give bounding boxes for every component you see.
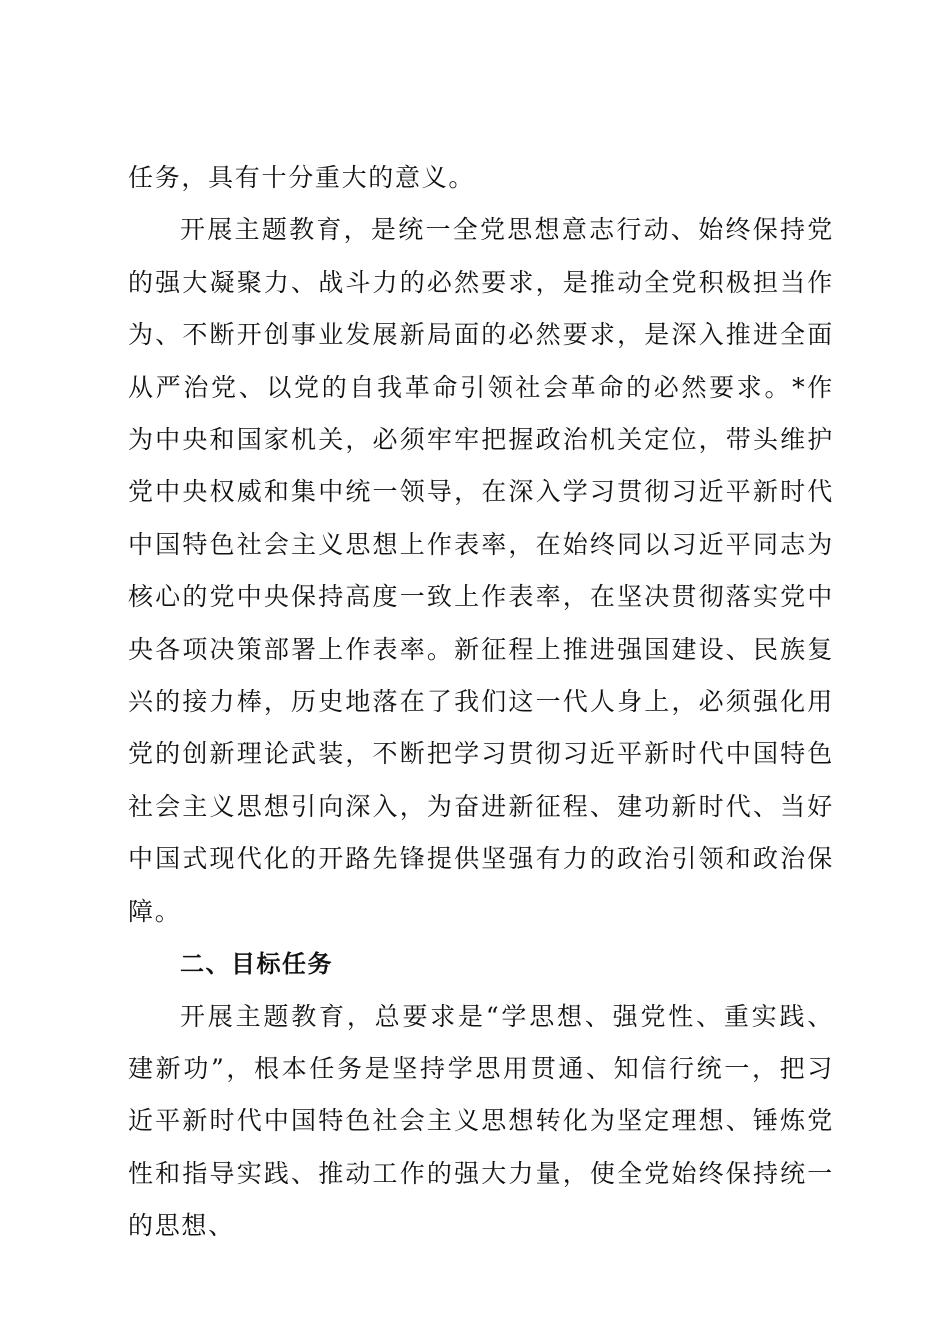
document-body [128,152,834,1253]
paragraph-continuation: 任务，具有十分重大的意义。 [128,163,476,192]
paragraph-significance: 开展主题教育，是统一全党思想意志行动、始终保持党的强大凝聚力、战斗力的必然要求，是推动全党积极担当作为、不断开创事业发展新局面的必然要求，是深入推进全面从严治党、以党的自我革命引领社会革命的必然要求。*作为中央和国家机关，必须牢牢把握政治机关定位，带头维护党中央权威和集中统一领导，在深入学习贯彻习近平新时代中国特色社会主义思想上作表率，在始终同以习近平同志为核心的党中央保持高度一致上作表率，在坚决贯彻落实党中央各项决策部署上作表率。新征程上推进强国建设、民族复兴的接力棒，历史地落在了我们这一代人身上，必须强化用党的创新理论武装，不断把学习贯彻习近平新时代中国特色社会主义思想引向深入，为奋进新征程、建功新时代、当好中国式现代化的开路先锋提供坚强有力的政治引领和政治保障。 [128,215,834,926]
paragraph-goals: 开展主题教育，总要求是“学思想、强党性、重实践、建新功”，根本任务是坚持学思用贯通、知信行统一，把习近平新时代中国特色社会主义思想转化为坚定理想、锤炼党性和指导实践、推动工作的强大力量，使全党始终保持统一的思想、 [128,1001,834,1241]
section-heading: 二、目标任务 [180,950,333,979]
